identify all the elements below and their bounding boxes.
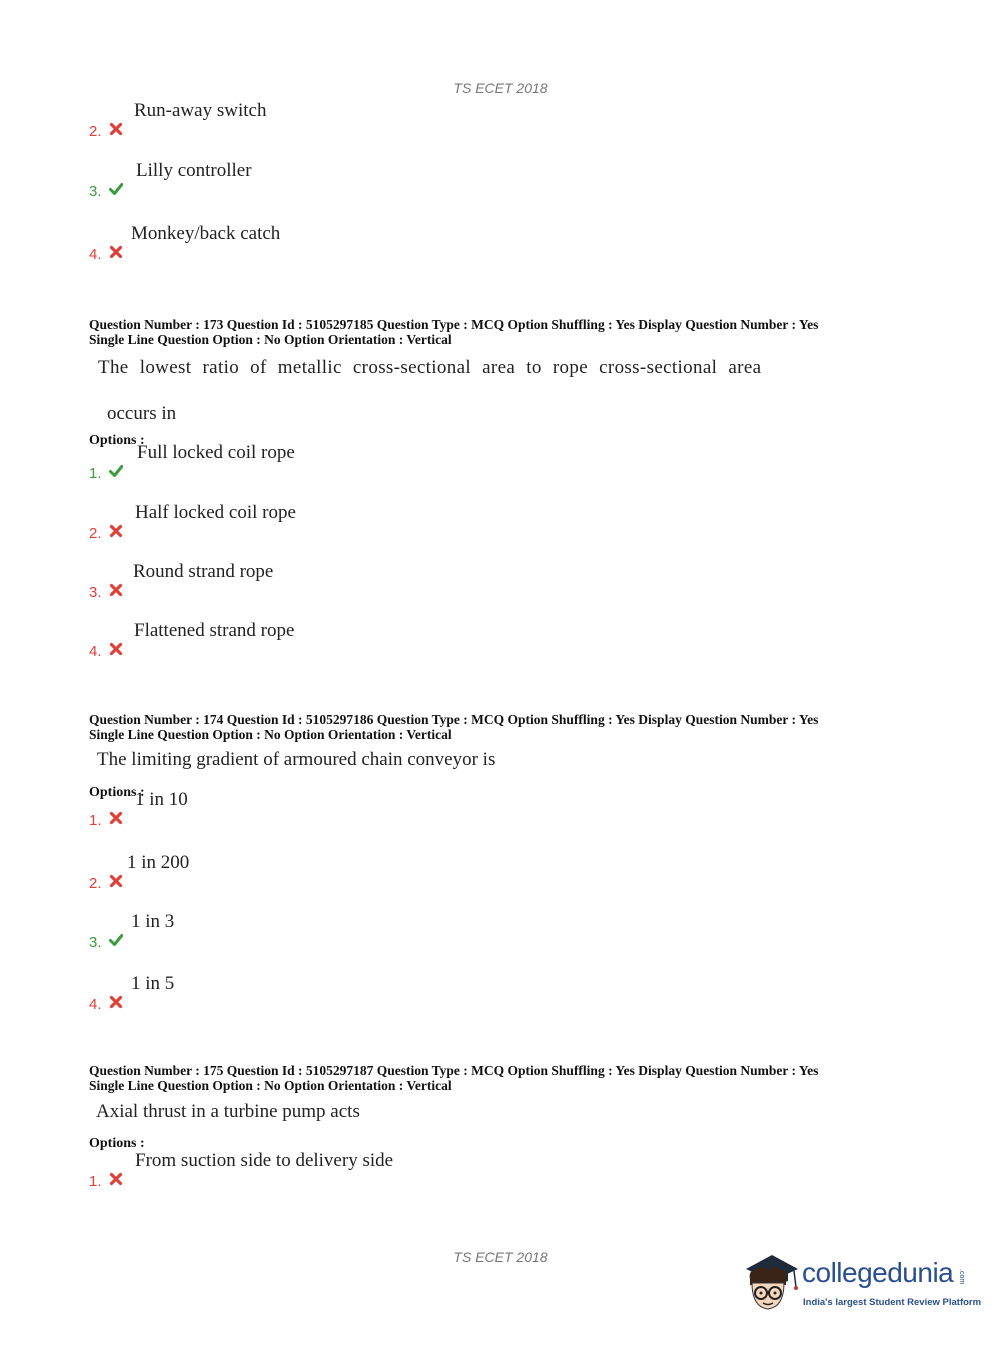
options-label: Options : [89, 1136, 145, 1151]
question-meta [89, 317, 818, 347]
option-text: Flattened strand rope [134, 620, 295, 641]
question-meta-line1: Question Number : 174 Question Id : 5105297186 Question Type : MCQ Option Shuffling : Yes Display Question Number : Yes [89, 712, 819, 727]
option-number: 1. [89, 1173, 102, 1190]
option-number: 2. [89, 525, 102, 542]
question-text: The limiting gradient of armoured chain conveyor is [97, 749, 496, 770]
option-text: 1 in 200 [127, 852, 190, 873]
question-text: The lowest ratio of metallic cross-sectional area to rope cross-sectional area [98, 357, 762, 378]
option-number: 4. [89, 246, 102, 263]
option-text: Monkey/back catch [131, 223, 281, 244]
option-text: From suction side to delivery side [135, 1150, 394, 1171]
option-number: 3. [89, 584, 102, 601]
option-number: 1. [89, 812, 102, 829]
cross-icon [109, 1172, 123, 1186]
check-icon [109, 933, 123, 947]
question-meta-line1: Question Number : 173 Question Id : 5105297185 Question Type : MCQ Option Shuffling : Yes Display Question Number : Yes [89, 317, 819, 332]
option-text: 1 in 3 [131, 911, 175, 932]
question-text-continued: occurs in [107, 403, 177, 424]
page-footer: TS ECET 2018 [453, 1249, 548, 1265]
question-meta-line2: Single Line Question Option : No Option Orientation : Vertical [89, 1078, 452, 1093]
cross-icon [109, 245, 123, 259]
logo-tagline: India's largest Student Review Platform [803, 1297, 982, 1308]
collegedunia-logo [742, 1249, 982, 1321]
question-meta [89, 1063, 818, 1093]
cross-icon [109, 995, 123, 1009]
logo-suffix: .com [958, 1269, 965, 1285]
option-number: 1. [89, 465, 102, 482]
option-text: Lilly controller [136, 160, 252, 181]
cross-icon [109, 583, 123, 597]
cross-icon [109, 642, 123, 656]
question-meta-line1: Question Number : 175 Question Id : 5105297187 Question Type : MCQ Option Shuffling : Yes Display Question Number : Yes [89, 1063, 819, 1078]
option-number: 3. [89, 183, 102, 200]
logo-name: collegedunia [802, 1257, 954, 1288]
check-icon [109, 182, 123, 196]
option-text: Run-away switch [134, 100, 267, 121]
cross-icon [109, 122, 123, 136]
option-number: 4. [89, 643, 102, 660]
question-meta [89, 712, 818, 742]
mascot-icon [742, 1249, 800, 1315]
cross-icon [109, 524, 123, 538]
option-number: 2. [89, 875, 102, 892]
page-header: TS ECET 2018 [453, 80, 548, 96]
cross-icon [109, 811, 123, 825]
option-text: 1 in 10 [135, 789, 188, 810]
option-text: Half locked coil rope [135, 502, 296, 523]
option-text: Full locked coil rope [137, 442, 295, 463]
question-meta-line2: Single Line Question Option : No Option Orientation : Vertical [89, 332, 452, 347]
options-label: Options : [89, 785, 145, 800]
option-number: 3. [89, 934, 102, 951]
cross-icon [109, 874, 123, 888]
option-number: 2. [89, 123, 102, 140]
option-text: 1 in 5 [131, 973, 175, 994]
options-label: Options : [89, 433, 145, 448]
check-icon [109, 464, 123, 478]
question-text: Axial thrust in a turbine pump acts [96, 1101, 360, 1122]
question-meta-line2: Single Line Question Option : No Option Orientation : Vertical [89, 727, 452, 742]
option-text: Round strand rope [133, 561, 274, 582]
option-number: 4. [89, 996, 102, 1013]
